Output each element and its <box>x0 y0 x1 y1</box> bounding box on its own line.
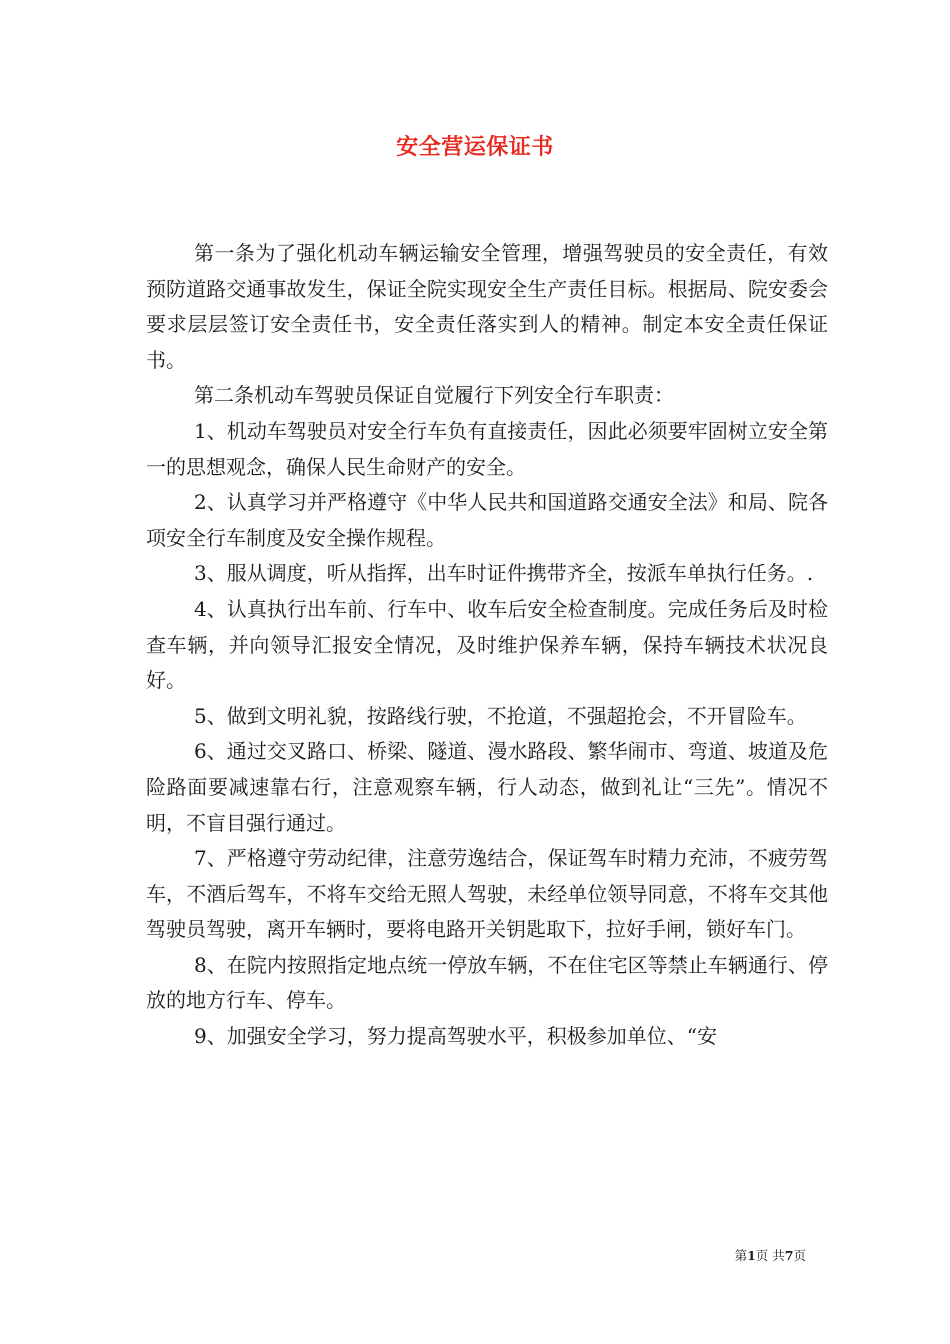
footer-middle: 页 共 <box>755 1248 785 1263</box>
paragraph-item-2: 2、认真学习并严格遵守《中华人民共和国道路交通安全法》和局、院各项安全行车制度及安全操作规程。 <box>146 490 828 550</box>
footer-total-pages: 7 <box>784 1248 794 1263</box>
paragraph-article-2: 第二条机动车驾驶员保证自觉履行下列安全行车职责： <box>194 383 674 408</box>
footer-page-number: 1 <box>747 1248 756 1263</box>
page-footer <box>0 1247 806 1265</box>
paragraph-article-1: 第一条为了强化机动车辆运输安全管理，增强驾驶员的安全责任，有效预防道路交通事故发生，保证全院实现安全生产责任目标。根据局、院安委会要求层层签订安全责任书，安全责任落实到人的精神。制定本安全责任保证书。 <box>146 241 828 372</box>
paragraph-item-1: 1、机动车驾驶员对安全行车负有直接责任，因此必须要牢固树立安全第一的思想观念，确保人民生命财产的安全。 <box>146 418 828 479</box>
paragraph-item-4: 4、认真执行出车前、行车中、收车后安全检查制度。完成任务后及时检查车辆，并向领导汇报安全情况，及时维护保养车辆，保持车辆技术状况良好。 <box>146 596 828 693</box>
paragraph-item-8: 8、在院内按照指定地点统一停放车辆，不在住宅区等禁止车辆通行、停放的地方行车、停车。 <box>146 952 828 1013</box>
paragraph-item-9: 9、加强安全学习，努力提高驾驶水平，积极参加单位、“安 <box>194 1024 717 1049</box>
paragraph-item-5: 5、做到文明礼貌，按路线行驶，不抢道，不强超抢会，不开冒险车。 <box>194 703 807 728</box>
footer-suffix: 页 <box>793 1248 806 1263</box>
footer-prefix: 第 <box>734 1248 748 1263</box>
paragraph-item-3: 3、服从调度，听从指挥，出车时证件携带齐全，按派车单执行任务。. <box>194 561 814 586</box>
document-title: 安全营运保证书 <box>396 134 554 160</box>
document-body <box>146 236 828 1055</box>
paragraph-item-6: 6、通过交叉路口、桥梁、隧道、漫水路段、繁华闹市、弯道、坡道及危险路面要减速靠右行，注意观察车辆，行人动态，做到礼让“三先”。情况不明，不盲目强行通过。 <box>146 739 828 835</box>
paragraph-item-7: 7、严格遵守劳动纪律，注意劳逸结合，保证驾车时精力充沛，不疲劳驾车，不酒后驾车，不将车交给无照人驾驶，未经单位领导同意，不将车交其他驾驶员驾驶，离开车辆时，要将电路开关钥匙取下，拉好手闸，锁好车门。 <box>146 846 828 942</box>
